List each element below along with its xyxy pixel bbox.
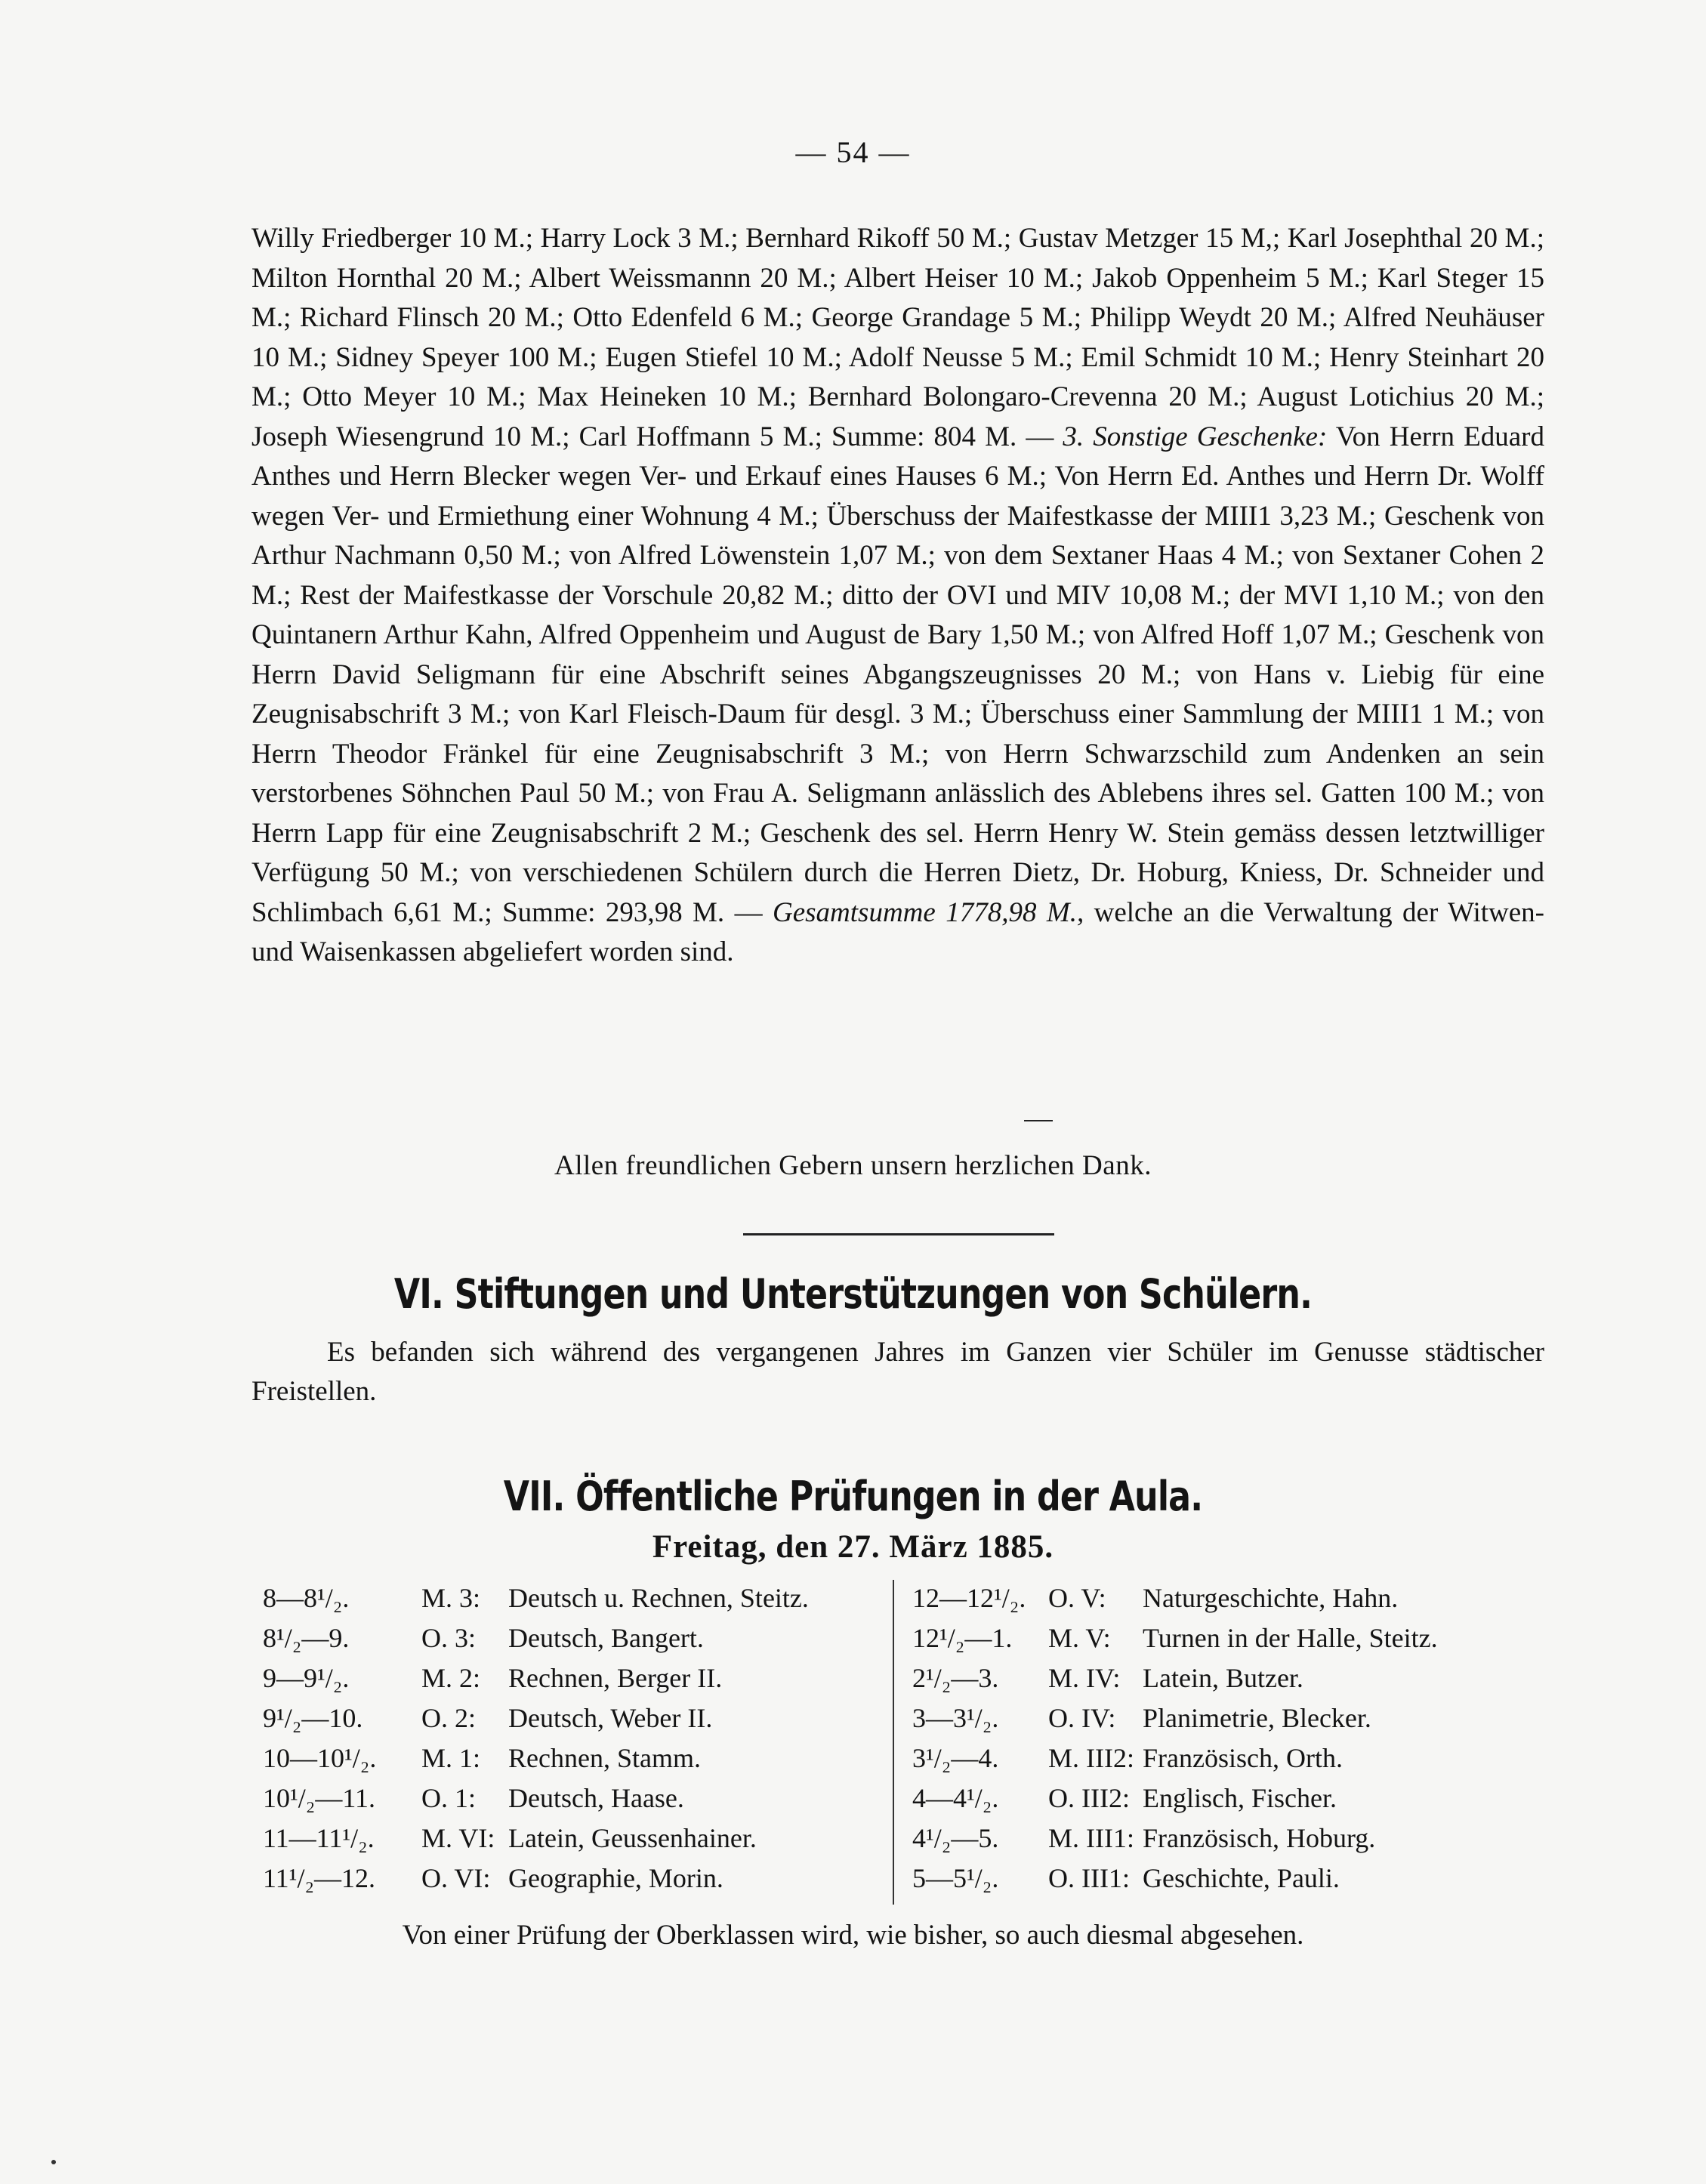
section7-title: VII. Öffentliche Prüfungen in der Aula. [503,1473,1203,1520]
schedule-row [912,1578,1539,1618]
exam-day-heading: Freitag, den 27. März 1885. [652,1529,1054,1565]
schedule-column-divider [893,1580,894,1905]
schedule-time: 9—9¹/₂. [263,1663,350,1693]
short-divider [1024,1120,1053,1121]
schedule-class: O. III2: [1048,1783,1130,1813]
section6-text: Es befanden sich während des vergangenen Jahres im Ganzen vier Schüler im Genusse städtischer Freistellen. [251,1337,1544,1407]
schedule-time: 3—3¹/₂. [912,1703,999,1733]
schedule-time: 11¹/₂—12. [263,1863,376,1893]
schedule-subject: Planimetrie, Blecker. [1143,1703,1371,1733]
schedule-subject: Geographie, Morin. [508,1863,723,1893]
schedule-row [263,1658,875,1698]
schedule-class: O. VI: [421,1863,491,1893]
schedule-class: O. III1: [1048,1863,1130,1893]
schedule-subject: Naturgeschichte, Hahn. [1143,1583,1399,1613]
schedule-row [263,1859,875,1899]
schedule-class: M. III2: [1048,1743,1134,1773]
schedule-class: M. 1: [421,1743,481,1773]
schedule-class: M. V: [1048,1623,1111,1653]
section-divider [743,1233,1054,1235]
schedule-subject: Rechnen, Stamm. [508,1743,701,1773]
schedule-subject: Deutsch, Bangert. [508,1623,704,1653]
schedule-row [263,1778,875,1818]
schedule-time: 10—10¹/₂. [263,1743,377,1773]
schedule-row [263,1738,875,1778]
schedule-row [912,1859,1539,1899]
schedule-time: 10¹/₂—11. [263,1783,376,1813]
schedule-row [263,1578,875,1618]
schedule-row [912,1658,1539,1698]
donations-total-sum: Gesamtsumme 1778,98 M., [773,896,1084,928]
schedule-row [263,1618,875,1658]
schedule-subject: Geschichte, Pauli. [1143,1863,1340,1893]
schedule-class: O. V: [1048,1583,1106,1613]
schedule-class: O. 1: [421,1783,476,1813]
schedule-row [912,1778,1539,1818]
thanks-line: Allen freundlichen Gebern unsern herzlichen Dank. [554,1150,1152,1181]
schedule-subject: Rechnen, Berger II. [508,1663,723,1693]
schedule-subject: Französisch, Orth. [1143,1743,1343,1773]
schedule-row [912,1818,1539,1859]
scan-speck [51,2160,56,2164]
section6-title: VI. Stiftungen und Unterstützungen von Schülern. [393,1270,1313,1318]
schedule-time: 8¹/₂—9. [263,1623,350,1653]
schedule-subject: Latein, Geussenhainer. [508,1823,757,1853]
schedule-time: 11—11¹/₂. [263,1823,375,1853]
schedule-subject: Deutsch u. Rechnen, Steitz. [508,1583,809,1613]
schedule-time: 12¹/₂—1. [912,1623,1013,1653]
schedule-subject: Deutsch, Weber II. [508,1703,713,1733]
schedule-time: 12—12¹/₂. [912,1583,1026,1613]
schedule-class: O. 3: [421,1623,476,1653]
schedule-time: 4—4¹/₂. [912,1783,999,1813]
schedule-time: 2¹/₂—3. [912,1663,999,1693]
schedule-row [912,1738,1539,1778]
schedule-subject: Latein, Butzer. [1143,1663,1303,1693]
schedule-subject: Turnen in der Halle, Steitz. [1143,1623,1438,1653]
donations-text-part-3: welche an die Verwaltung der Witwen- und Waisenkassen abgeliefert worden sind. [251,896,1545,967]
schedule-row [263,1818,875,1859]
schedule-class: M. IV: [1048,1663,1121,1693]
donations-paragraph [251,219,1544,973]
schedule-class: M. 3: [421,1583,481,1613]
page-number: — 54 — [795,135,911,169]
schedule-time: 8—8¹/₂. [263,1583,350,1613]
donations-heading-other-gifts: 3. Sonstige Geschenke: [1063,421,1328,452]
schedule-subject: Deutsch, Haase. [508,1783,684,1813]
schedule-class: O. 2: [421,1703,476,1733]
schedule-time: 4¹/₂—5. [912,1823,999,1853]
schedule-subject: Französisch, Hoburg. [1143,1823,1376,1853]
schedule-row [912,1698,1539,1738]
schedule-class: O. IV: [1048,1703,1116,1733]
schedule-row [912,1618,1539,1658]
schedule-class: M. III1: [1048,1823,1134,1853]
schedule-left-column [263,1578,875,1899]
schedule-time: 9¹/₂—10. [263,1703,363,1733]
schedule-footer-note: Von einer Prüfung der Oberklassen wird, wie bisher, so auch diesmal abgesehen. [402,1920,1304,1951]
schedule-subject: Englisch, Fischer. [1143,1783,1337,1813]
schedule-time: 3¹/₂—4. [912,1743,999,1773]
schedule-class: M. 2: [421,1663,481,1693]
schedule-row [263,1698,875,1738]
donations-text-part-1: Willy Friedberger 10 M.; Harry Lock 3 M.; Bernhard Rikoff 50 M.; Gustav Metzger 15 M,; Karl Josephthal 20 M.; Milton Hornthal 20 M.; Albert Weissmannn 20 M.; Albert Heiser 10 M.; Jakob Oppenheim 5 M.; Karl Steger 15 M.; Richard Flinsch 20 M.; Otto Edenfeld 6 M.; George Grandage 5 M.; Philipp Weydt 20 M.; Alfred Neuhäuser 10 M.; Sidney Speyer 100 M.; Eugen Stiefel 10 M.; Adolf Neusse 5 M.; Emil Schmidt 10 M.; Henry Steinhart 20 M.; Otto Meyer 10 M.; Max Heineken 10 M.; Bernhard Bolongaro-Crevenna 20 M.; August Lotichius 20 M.; Joseph Wiesengrund 10 M.; Carl Hoffmann 5 M.; Summe: 804 M. — [251,223,1544,452]
schedule-class: M. VI: [421,1823,495,1853]
donations-text-part-2: Von Herrn Eduard Anthes und Herrn Blecker wegen Ver- und Erkauf eines Hauses 6 M.; Von Herrn Ed. Anthes und Herrn Dr. Wolff wegen Ver- und Ermiethung einer Wohnung 4 M.; Überschuss der Maifestkasse der MIII1 3,23 M.; Geschenk von Arthur Nachmann 0,50 M.; von Alfred Löwenstein 1,07 M.; von dem Sextaner Haas 4 M.; von Sextaner Cohen 2 M.; Rest der Maifestkasse der Vorschule 20,82 M.; ditto der OVI und MIV 10,08 M.; der MVI 1,10 M.; von den Quintanern Arthur Kahn, Alfred Oppenheim und August de Bary 1,50 M.; von Alfred Hoff 1,07 M.; Geschenk von Herrn David Seligmann für eine Abschrift seines Abgangszeugnisses 20 M.; von Hans v. Liebig für eine Zeugnisabschrift 3 M.; von Karl Fleisch-Daum für desgl. 3 M.; Überschuss einer Sammlung der MIII1 1 M.; von Herrn Theodor Fränkel für eine Zeugnisabschrift 3 M.; von Herrn Schwarzschild zum Andenken an sein verstorbenes Söhnchen Paul 50 M.; von Frau A. Seligmann anlässlich des Ablebens ihres sel. Gatten 100 M.; von Herrn Lapp für eine Zeugnisabschrift 2 M.; Geschenk des sel. Herrn Henry W. Stein gemäss dessen letztwilliger Verfügung 50 M.; von verschiedenen Schülern durch die Herren Dietz, Dr. Hoburg, Kniess, Dr. Schneider und Schlimbach 6,61 M.; Summe: 293,98 M. — [251,421,1544,928]
schedule-time: 5—5¹/₂. [912,1863,999,1893]
schedule-right-column [912,1578,1539,1899]
